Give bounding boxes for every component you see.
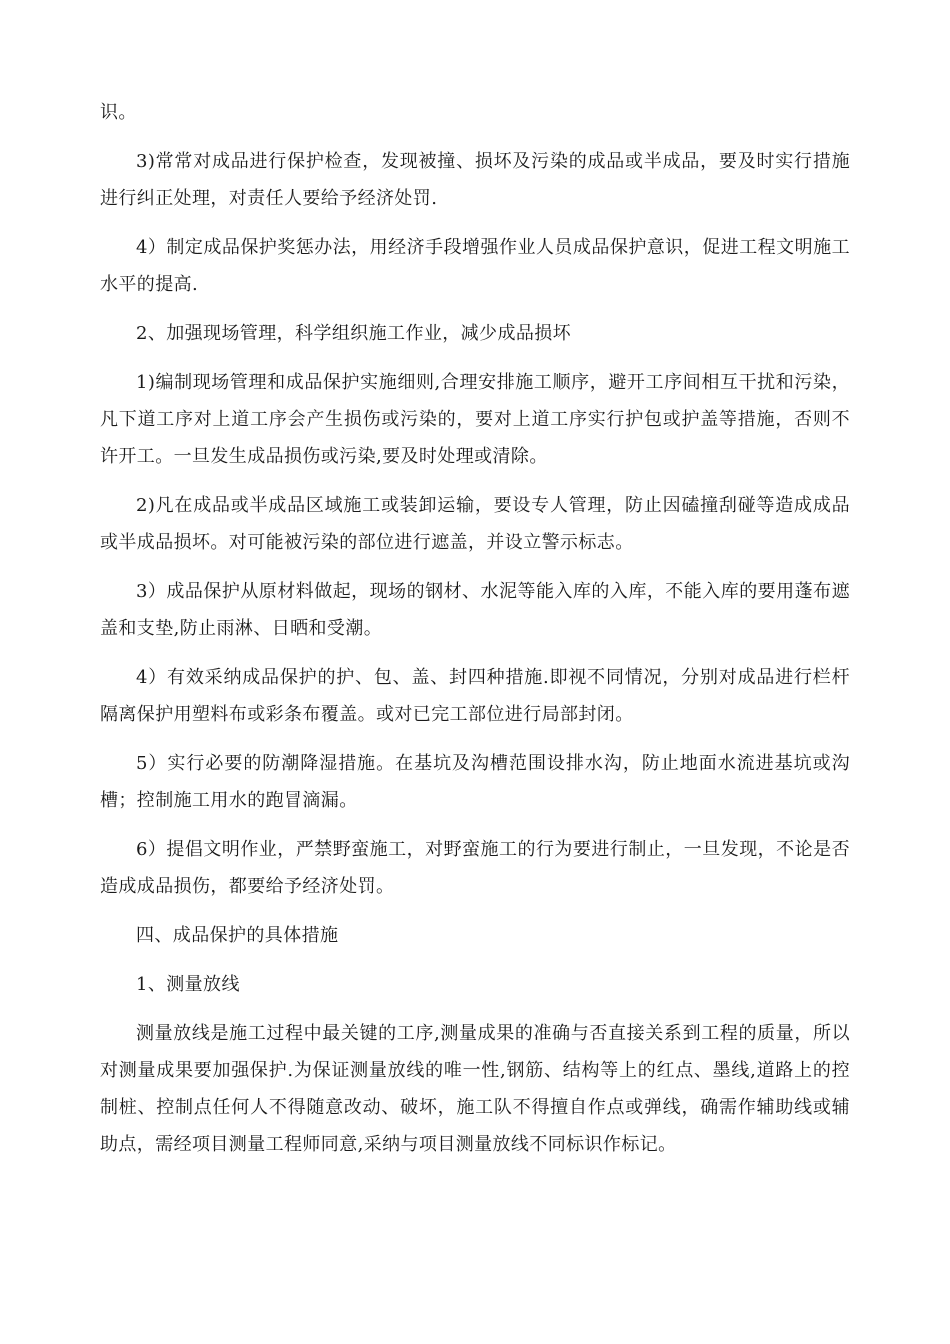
paragraph-implementation-rules: 1)编制现场管理和成品保护实施细则,合理安排施工顺序，避开工序间相互干扰和污染，凡下道工序对上道工序会产生损伤或污染的，要对上道工序实行护包或护盖等措施，否则不许开工。一旦发生成品损伤或污染,要及时处理或清除。: [100, 372, 850, 467]
chapter-heading-specific-measures: 四、成品保护的具体措施: [136, 925, 339, 946]
paragraph-inspection: 3)常常对成品进行保护检查，发现被撞、损坏及污染的成品或半成品，要及时实行措施进行纠正处理，对责任人要给予经济处罚.: [100, 151, 850, 209]
paragraph-continuation: 识。: [100, 102, 137, 123]
paragraph-transport-management: 2)凡在成品或半成品区域施工或装卸运输，要设专人管理，防止因磕撞刮碰等造成成品或半成品损坏。对可能被污染的部位进行遮盖，并设立警示标志。: [100, 495, 850, 553]
paragraph-civilized-work: 6）提倡文明作业，严禁野蛮施工，对野蛮施工的行为要进行制止，一旦发现，不论是否造成成品损伤，都要给予经济处罚。: [100, 839, 850, 897]
paragraph-raw-materials: 3）成品保护从原材料做起，现场的钢材、水泥等能入库的入库，不能入库的要用蓬布遮盖和支垫,防止雨淋、日晒和受潮。: [100, 581, 850, 639]
section-heading-survey: 1、测量放线: [136, 974, 240, 995]
paragraph-moisture-control: 5）实行必要的防潮降湿措施。在基坑及沟槽范围设排水沟，防止地面水流进基坑或沟槽；控制施工用水的跑冒滴漏。: [100, 753, 850, 811]
section-heading-site-management: 2、加强现场管理，科学组织施工作业，减少成品损坏: [136, 323, 572, 344]
paragraph-reward-penalty: 4）制定成品保护奖惩办法，用经济手段增强作业人员成品保护意识，促进工程文明施工水平的提高.: [100, 237, 850, 295]
paragraph-survey-protection: 测量放线是施工过程中最关键的工序,测量成果的准确与否直接关系到工程的质量，所以对测量成果要加强保护.为保证测量放线的唯一性,钢筋、结构等上的红点、墨线,道路上的控制桩、控制点任何人不得随意改动、破坏，施工队不得擅自作点或弹线，确需作辅助线或辅助点，需经项目测量工程师同意,采纳与项目测量放线不同标识作标记。: [100, 1023, 850, 1155]
paragraph-four-measures: 4）有效采纳成品保护的护、包、盖、封四种措施.即视不同情况，分别对成品进行栏杆隔离保护用塑料布或彩条布覆盖。或对已完工部位进行局部封闭。: [100, 667, 850, 725]
